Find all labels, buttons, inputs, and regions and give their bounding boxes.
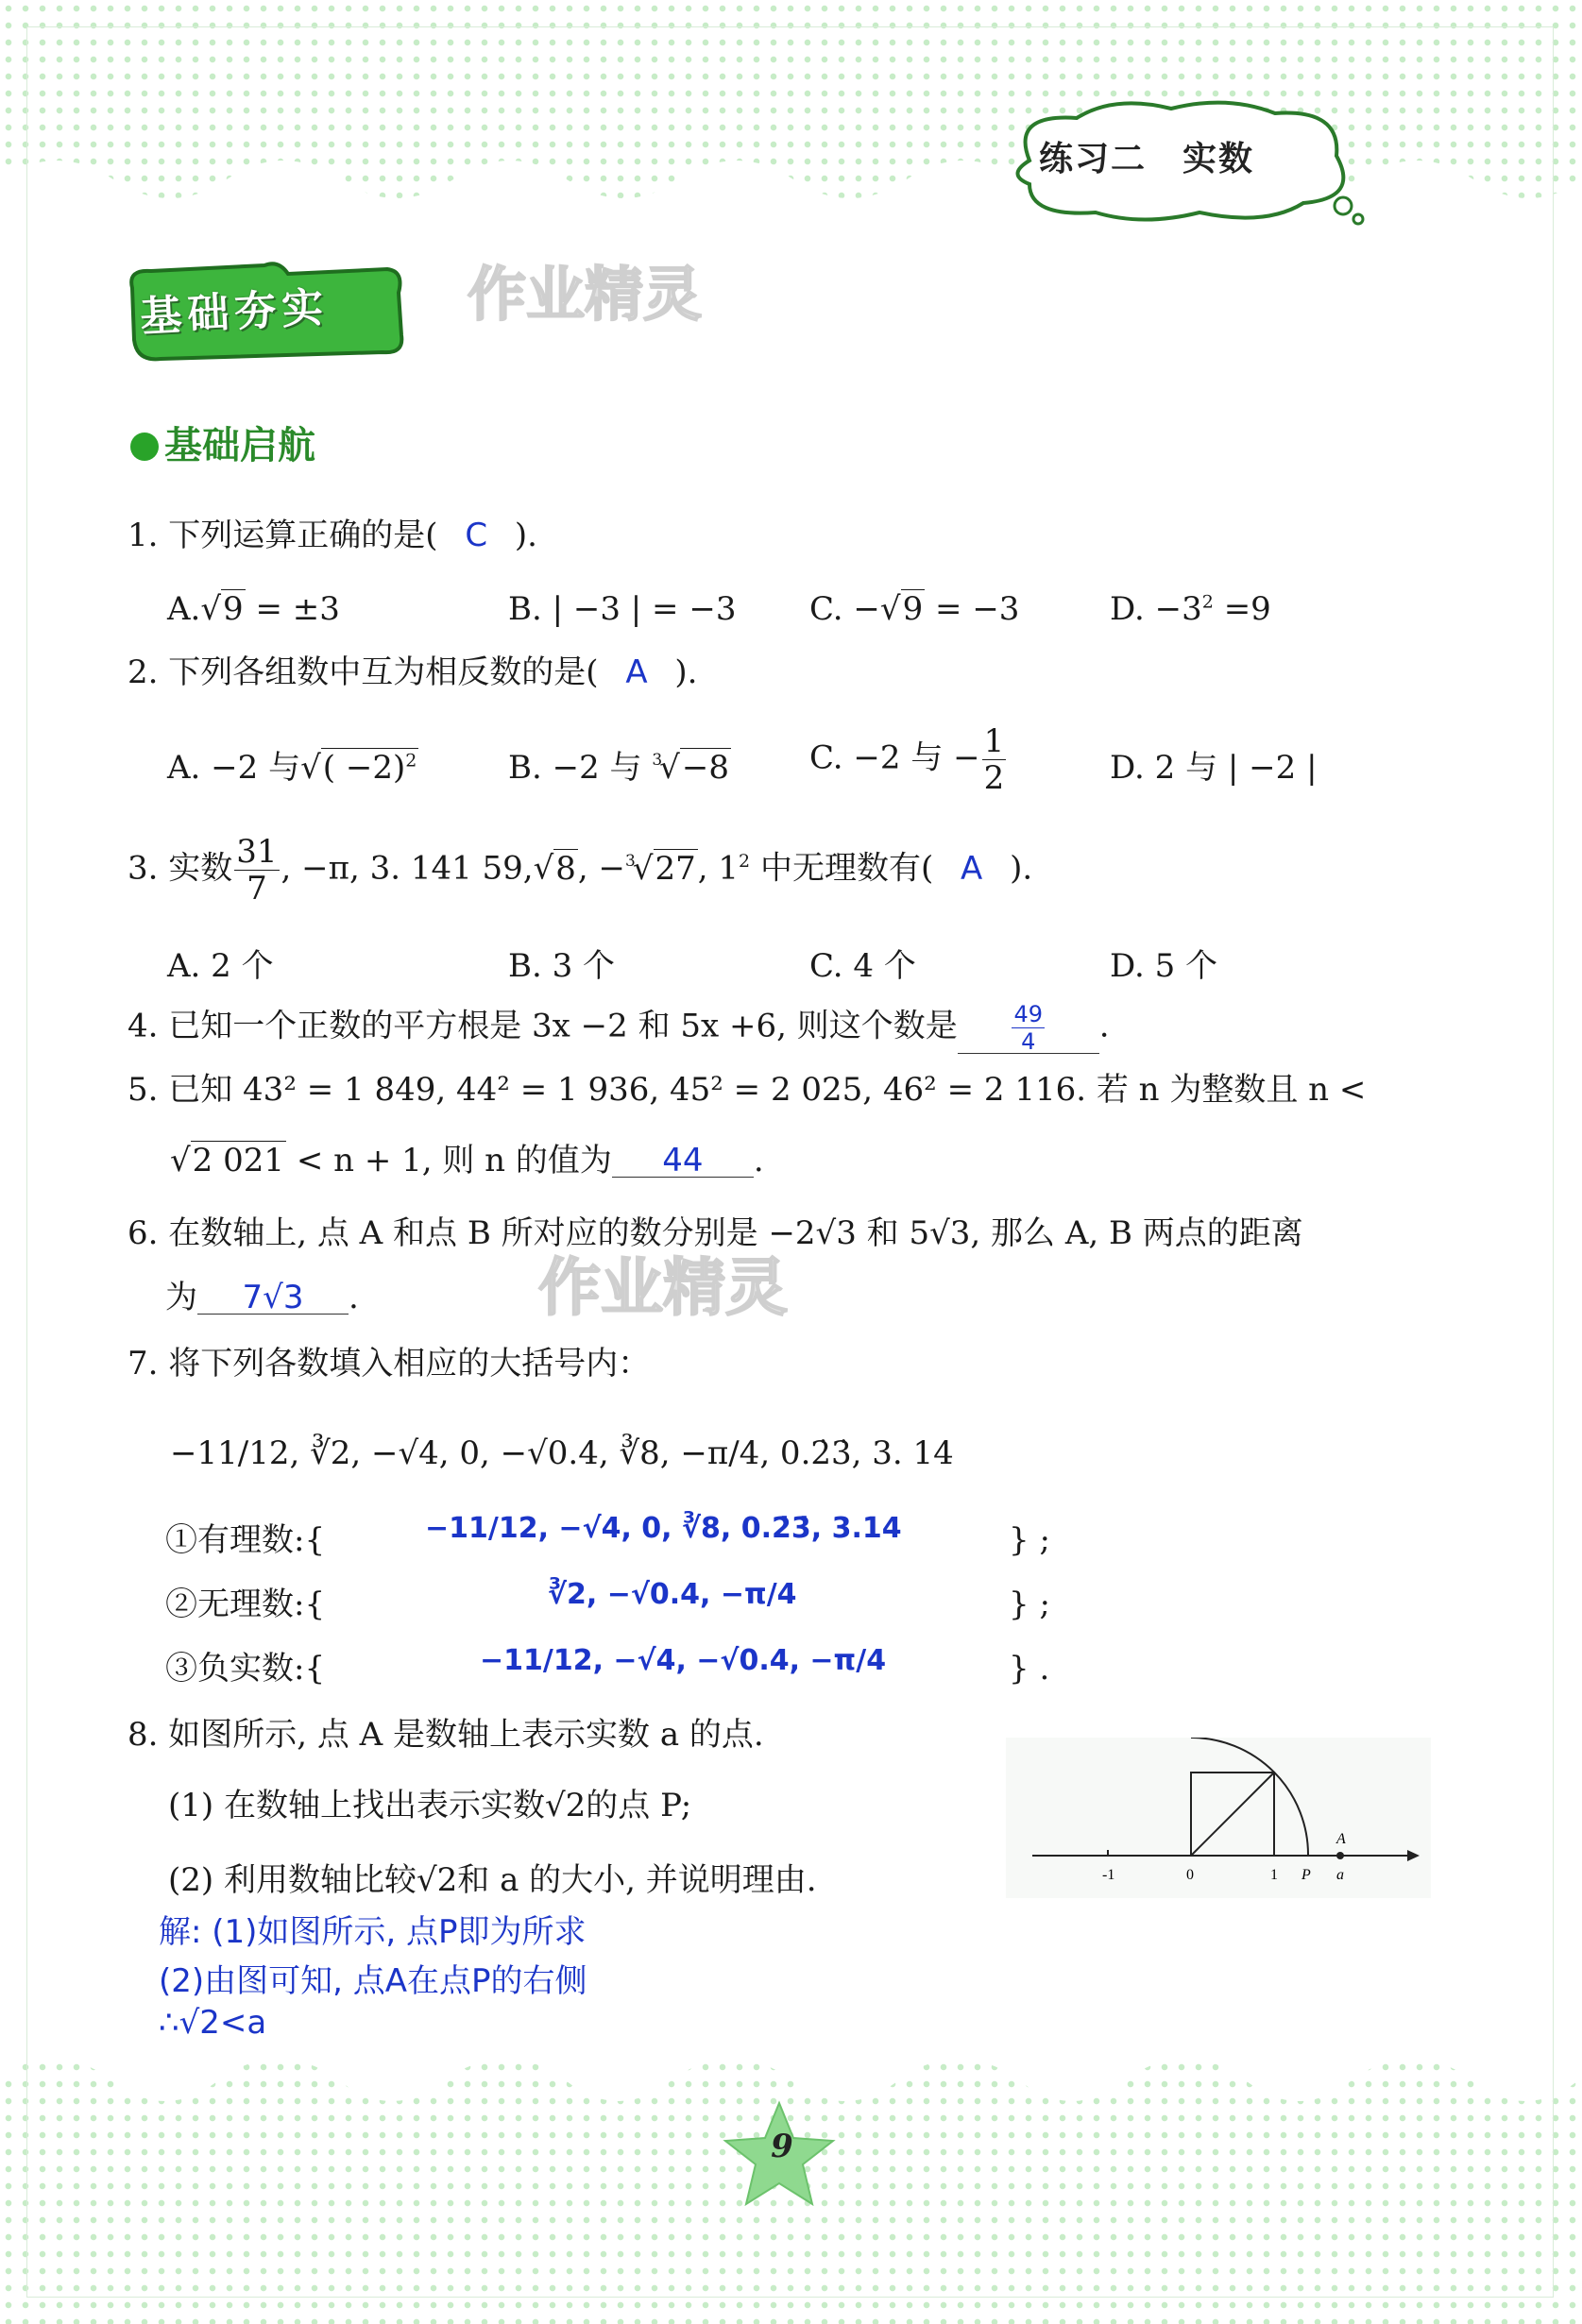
- solution-line-3: ∴√2<a: [159, 2004, 267, 2042]
- label-neg1: -1: [1102, 1867, 1115, 1883]
- answer-blank: 44: [612, 1145, 754, 1178]
- q7-rational-close: } ;: [1009, 1521, 1050, 1559]
- answer-blank: 7√3: [197, 1281, 349, 1315]
- question-text: 为: [165, 1279, 197, 1316]
- figure-background: [1006, 1738, 1431, 1898]
- question-text: , 1: [697, 849, 740, 888]
- label-a: a: [1336, 1867, 1344, 1883]
- q7-irrational-close: } ;: [1009, 1586, 1050, 1623]
- question-text: 4. 已知一个正数的平方根是 3x −2 和 5x +6, 则这个数是: [128, 1007, 958, 1045]
- option-text: C. −2 与 −: [809, 738, 980, 777]
- q7-negative-label: ③负实数:{: [165, 1650, 326, 1688]
- number-line-figure: [1006, 1738, 1431, 1898]
- question-text: ).: [514, 517, 537, 554]
- watermark-text: 作业精灵: [468, 260, 703, 329]
- question-5-line2: √2 021 < n + 1, 则 n 的值为 44 .: [170, 1142, 764, 1179]
- solution-line-2: (2)由图可知, 点A在点P的右侧: [159, 1962, 587, 2000]
- q1-option-d: D. $-3^2 =9$: [1110, 590, 1271, 628]
- option-text: =9: [1213, 590, 1271, 628]
- q3-option-d: D. 5 个: [1110, 947, 1218, 985]
- question-3-stem: 3. 实数 $\frac{31}{7}$ , −π, 3. 141 59,√8, −$^3$√27, $1^2$ 中无理数有( A ).: [128, 833, 1033, 908]
- question-text: 2. 下列各组数中互为相反数的是(: [128, 653, 599, 691]
- option-text: = ±3: [245, 590, 340, 628]
- question-4-stem: 4. 已知一个正数的平方根是 3x −2 和 5x +6, 则这个数是 $\frac{49}{4}$ .: [128, 1001, 1110, 1055]
- q1-option-a: A.√9 = ±3: [167, 590, 340, 628]
- question-text: , −: [577, 849, 626, 888]
- q7-irrational-label: ②无理数:{: [165, 1586, 326, 1623]
- option-text: D. −3: [1110, 590, 1202, 628]
- q2-option-b: B. −2 与 $^3$√−8: [508, 749, 729, 787]
- option-text: A. −2 与: [167, 749, 301, 787]
- question-6-stem: 6. 在数轴上, 点 A 和点 B 所对应的数分别是 −2√3 和 5√3, 那么 A, B 两点的距离: [128, 1214, 1303, 1252]
- q1-option-c: C. −√9 = −3: [809, 590, 1020, 628]
- q7-negative-answer: −11/12, −√4, −√0.4, −π/4: [480, 1644, 887, 1677]
- q3-option-c: C. 4 个: [809, 947, 916, 985]
- q1-option-b: B. | −3 | = −3: [508, 590, 737, 628]
- q3-option-a: A. 2 个: [167, 947, 274, 985]
- question-8-part1: (1) 在数轴上找出表示实数√2的点 P;: [168, 1787, 692, 1824]
- q7-negative-close: } .: [1009, 1650, 1050, 1688]
- solution-line-1: 解: (1)如图所示, 点P即为所求: [159, 1913, 587, 1951]
- option-text: A.: [167, 590, 201, 628]
- option-text: = −3: [925, 590, 1020, 628]
- subsection-label: 基础启航: [164, 424, 315, 467]
- question-6-line2: 为 7√3 .: [165, 1279, 359, 1316]
- q7-rational-label: ①有理数:{: [165, 1521, 326, 1559]
- point-a-dot: [1336, 1852, 1344, 1859]
- question-1-stem: [128, 517, 537, 554]
- bullet-dot-icon: [130, 433, 159, 461]
- question-text: 3. 实数: [128, 849, 233, 888]
- label-p: P: [1301, 1867, 1311, 1883]
- answer-value: A: [625, 653, 648, 691]
- question-text: < n + 1, 则 n 的值为: [286, 1142, 612, 1179]
- question-5-stem: 5. 已知 43² = 1 849, 44² = 1 936, 45² = 2 025, 46² = 2 116. 若 n 为整数且 n <: [128, 1071, 1367, 1109]
- question-2-stem: [128, 654, 697, 691]
- question-text: , −π, 3. 141 59,: [281, 849, 534, 888]
- answer-value: A: [961, 849, 983, 888]
- question-8-stem: 8. 如图所示, 点 A 是数轴上表示实数 a 的点.: [128, 1716, 764, 1754]
- label-point-A: A: [1336, 1831, 1346, 1847]
- page-number: 9: [771, 2128, 793, 2165]
- option-text: C. −: [809, 590, 880, 628]
- subsection-heading: [130, 416, 315, 469]
- answer-value: C: [465, 517, 488, 554]
- q2-option-a: A. −2 与√( −2)$^2$: [167, 749, 417, 787]
- label-zero: 0: [1186, 1867, 1194, 1883]
- question-text: 中无理数有(: [750, 849, 934, 888]
- q2-option-d: D. 2 与 | −2 |: [1110, 749, 1318, 787]
- question-7-stem: 7. 将下列各数填入相应的大括号内：: [128, 1345, 651, 1383]
- label-one: 1: [1270, 1867, 1278, 1883]
- question-8-part2: (2) 利用数轴比较√2和 a 的大小, 并说明理由.: [168, 1861, 817, 1899]
- answer-blank: [958, 1003, 1099, 1054]
- answer-value: 49: [1013, 1001, 1044, 1027]
- section-badge-label: 基础夯实: [139, 283, 331, 342]
- q7-irrational-answer: ∛2, −√0.4, −π/4: [548, 1578, 797, 1611]
- option-text: B. −2 与: [508, 749, 642, 787]
- watermark-text: 作业精灵: [538, 1251, 788, 1324]
- q2-option-c: C. −2 与 − $\frac{1}{2}$: [809, 722, 1005, 797]
- question-text: ).: [674, 653, 698, 691]
- answer-value: 4: [1021, 1028, 1036, 1055]
- question-7-numbers: −11/12, ∛2, −√4, 0, −√0.4, ∛8, −π/4, 0.2̇3̇, 3. 14: [170, 1434, 954, 1472]
- question-text: ).: [1010, 849, 1033, 888]
- q7-rational-answer: −11/12, −√4, 0, ∛8, 0.2̇3̇, 3.14: [425, 1512, 902, 1545]
- chapter-title: 练习二 实数: [1039, 140, 1255, 178]
- question-text: 1. 下列运算正确的是(: [128, 517, 438, 554]
- q3-option-b: B. 3 个: [508, 947, 616, 985]
